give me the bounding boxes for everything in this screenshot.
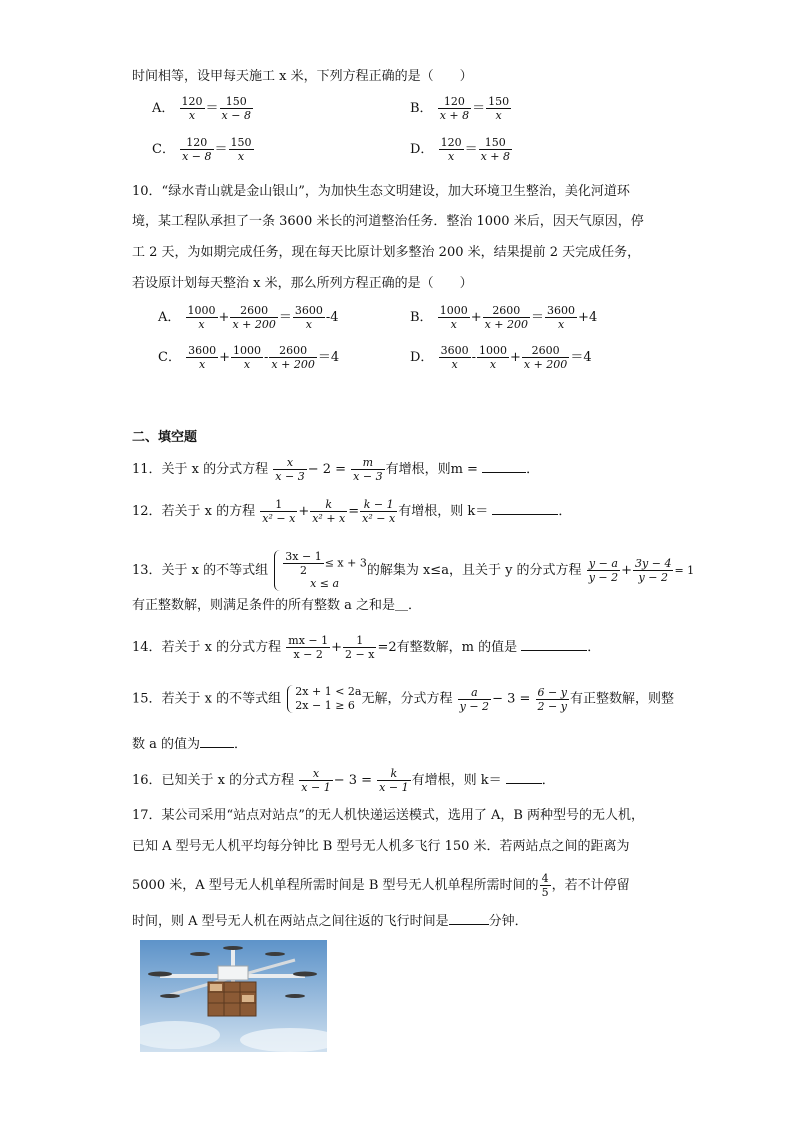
q17-line-3: 5000 米，A 型号无人机单程所需时间是 B 型号无人机单程所需时间的 $\frac{4}{5}$ ，若不计停留: [132, 872, 630, 899]
fraction: $\frac{150}{x + 8}$: [480, 136, 511, 163]
answer-blank[interactable]: [482, 460, 526, 473]
q16: 16．已知关于 x 的分式方程 $\frac{x}{x - 1}$ − 3 = $\frac{k}{x - 1}$ 有增根，则 k＝ ．: [132, 767, 555, 794]
q10-line-4: 若设原计划每天整治 x 米，那么所列方程正确的是（ ）: [132, 276, 473, 291]
answer-blank[interactable]: [492, 502, 558, 515]
fraction: $\frac{120}{x}$: [440, 136, 462, 163]
answer-blank[interactable]: [449, 912, 489, 925]
fraction: $\frac{120}{x - 8}$: [182, 136, 212, 163]
fraction: $\frac{120}{x + 8}$: [439, 95, 470, 122]
answer-blank[interactable]: [200, 735, 234, 748]
answer-blank[interactable]: [521, 638, 587, 651]
q15: 15．若关于 x 的不等式组 2x + 1 < 2a 2x − 1 ≥ 6 无解，分式方程 $\frac{a}{y - 2}$ − 3 = $\frac{6 - y}{2 - y}$ 有正整数解，则整: [132, 685, 674, 713]
q14: 14．若关于 x 的分式方程 $\frac{mx - 1}{x - 2}$ + $\frac{1}{2 - x}$ =2有整数解，m 的值是 ．: [132, 634, 601, 661]
q17-line-2: 已知 A 型号无人机平均每分钟比 B 型号无人机多飞行 150 米．若两站点之间的距离为: [132, 839, 630, 854]
q12: 12．若关于 x 的方程 $\frac{1}{\text{x² − x}}$ + $\frac{k}{\text{x² + x}}$ = $\frac{k - 1}{\text{x² − x}}$ 有增根，则 k＝ ．: [132, 498, 572, 525]
q13: 13．关于 x 的不等式组 $\frac{3x - 1}{2}$ ≤ x + 3 x ≤ a 的解集为 x≤a，且关于 y 的分式方程 $\frac{y - a}{y - 2}$ + $\frac{3y - 4}{y - 2}$ = 1: [132, 550, 695, 590]
inequality-system: 2x + 1 < 2a 2x − 1 ≥ 6: [285, 685, 361, 713]
q10-line-1: 10．“绿水青山就是金山银山”，为加快生态文明建设，加大环境卫生整治，美化河道环: [132, 184, 630, 199]
q13-line-2: 有正整数解，则满足条件的所有整数 a 之和是＿．: [132, 598, 422, 613]
inequality-system: $\frac{3x - 1}{2}$ ≤ x + 3 x ≤ a: [272, 550, 367, 591]
fraction: $\frac{150}{x}$: [488, 95, 510, 122]
section-title: 二、填空题: [132, 430, 198, 445]
fraction: $\frac{150}{x - 8}$: [221, 95, 251, 122]
q9-option-d[interactable]: D． $\frac{120}{x}$ ＝ $\frac{150}{x + 8}$: [410, 136, 511, 163]
q10-option-b[interactable]: B． $\frac{1000}{x}$ + $\frac{2600}{x + 200}$ ＝ $\frac{3600}{x}$ +4: [410, 304, 598, 331]
q11: 11．关于 x 的分式方程 $\frac{x}{x - 3}$ − 2 = $\frac{m}{x - 3}$ 有增根，则m = ．: [132, 456, 540, 483]
q9-option-c[interactable]: C． $\frac{120}{x - 8}$ ＝ $\frac{150}{x}$: [152, 136, 252, 163]
q17-line-4: 时间，则 A 型号无人机在两站点之间往返的飞行时间是 分钟．: [132, 914, 528, 929]
q15-line-2: 数 a 的值为 ．: [132, 737, 248, 752]
q10-line-3: 工 2 天，为如期完成任务，现在每天比原计划多整治 200 米，结果提前 2 天完成任务，: [132, 245, 641, 260]
q9-option-a[interactable]: A． $\frac{120}{x}$ ＝ $\frac{150}{x - 8}$: [152, 95, 251, 122]
q9-stem: 时间相等，设甲每天施工 x 米，下列方程正确的是（ ）: [132, 69, 473, 84]
drone-icon: [140, 940, 327, 1052]
q10-option-d[interactable]: D． $\frac{3600}{x}$ - $\frac{1000}{x}$ + $\frac{2600}{x + 200}$ ＝4: [410, 344, 592, 371]
fraction: $\frac{150}{x}$: [230, 136, 252, 163]
q10-option-c[interactable]: C． $\frac{3600}{x}$ + $\frac{1000}{x}$ - $\frac{2600}{x + 200}$ ＝4: [158, 344, 340, 371]
q9-option-b[interactable]: B． $\frac{120}{x + 8}$ ＝ $\frac{150}{x}$: [410, 95, 510, 122]
q10-line-2: 境，某工程队承担了一条 3600 米长的河道整治任务．整治 1000 米后，因天气原因，停: [132, 214, 644, 229]
q17-line-1: 17．某公司采用“站点对站点”的无人机快递运送模式，选用了 A，B 两种型号的无人机，: [132, 808, 645, 823]
q10-option-a[interactable]: A． $\frac{1000}{x}$ + $\frac{2600}{x + 200}$ ＝ $\frac{3600}{x}$ -4: [158, 304, 339, 331]
fraction: $\frac{120}{x}$: [181, 95, 203, 122]
drone-illustration: [140, 940, 327, 1052]
answer-blank[interactable]: [506, 771, 542, 784]
